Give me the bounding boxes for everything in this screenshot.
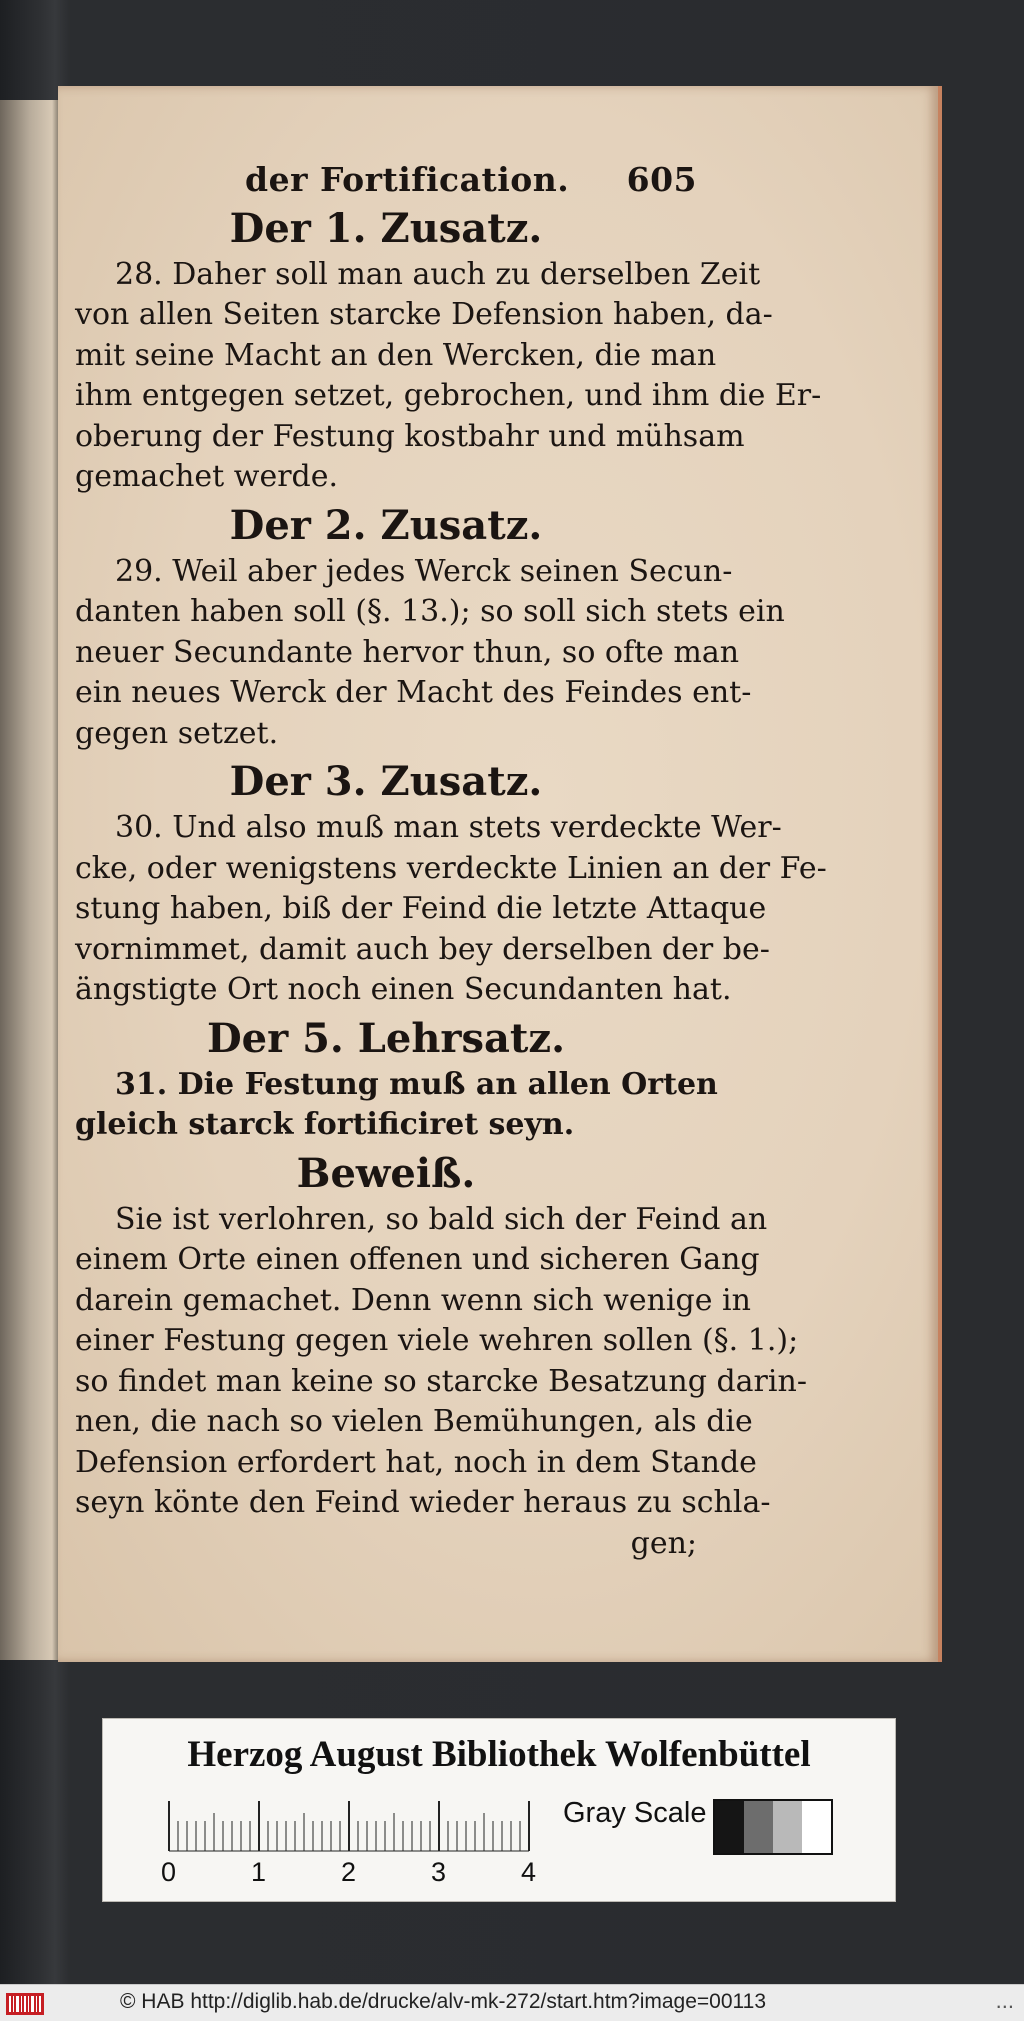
text-line: 31. Die Festung muß an allen Orten xyxy=(115,1066,718,1102)
text-line: stung haben, biß der Feind die letzte Attaque xyxy=(75,891,767,926)
ruler-number: 1 xyxy=(251,1857,267,1887)
footer-bar xyxy=(0,1984,1024,2021)
section-paragraph xyxy=(75,255,822,498)
text-line: neuer Secundante hervor thun, so ofte man xyxy=(75,634,740,670)
running-head-title: der Fortification. xyxy=(245,160,570,199)
sections xyxy=(75,204,827,1524)
footer-link[interactable]: © HAB http://diglib.hab.de/drucke/alv-mk-272/start.htm?image=00113 xyxy=(120,1990,767,2013)
grayscale-step xyxy=(802,1801,831,1853)
text-line: cke, oder wenigstens verdeckte Linien an der Fe- xyxy=(75,850,827,886)
catchword: gen; xyxy=(630,1525,697,1561)
text-line: ängstigte Ort noch einen Secundanten hat. xyxy=(75,972,732,1007)
text-line: ihm entgegen setzet, gebrochen, und ihm die Er- xyxy=(75,378,822,413)
page-text xyxy=(75,160,827,1564)
text-line: nen, die nach so vielen Bemühungen, als die xyxy=(75,1404,753,1439)
grayscale-label: Gray Scale xyxy=(563,1797,707,1829)
running-head xyxy=(245,160,697,201)
text-line: seyn könte den Feind wieder heraus zu schla- xyxy=(75,1485,771,1520)
section-paragraph xyxy=(75,1200,807,1524)
ruler xyxy=(163,1799,543,1859)
text-line: 28. Daher soll man auch zu derselben Zeit xyxy=(115,256,761,292)
ruler-number: 3 xyxy=(431,1857,447,1887)
text-line: 30. Und also muß man stets verdeckte Wer- xyxy=(115,810,782,845)
grayscale-step xyxy=(715,1801,744,1853)
grayscale-step xyxy=(773,1801,802,1853)
section-heading: Beweiß. xyxy=(296,1149,476,1197)
text-line: 29. Weil aber jedes Werck seinen Secun- xyxy=(115,553,733,589)
previous-page-edge xyxy=(0,100,58,1660)
text-line: mit seine Macht an den Wercken, die man xyxy=(75,337,717,373)
library-banner xyxy=(102,1718,896,1902)
section-heading: Der 5. Lehrsatz. xyxy=(206,1014,566,1062)
more-options-icon[interactable]: ... xyxy=(995,1988,1014,2013)
text-line: ein neues Werck der Macht des Feindes ent- xyxy=(75,675,752,710)
text-line: danten haben soll (§. 13.); so soll sich stets ein xyxy=(75,594,785,629)
text-line: Sie ist verlohren, so bald sich der Feind an xyxy=(115,1201,768,1237)
text-line: einer Festung gegen viele wehren sollen (§. 1.); xyxy=(75,1323,799,1358)
grayscale-swatch xyxy=(713,1799,833,1855)
text-line: einem Orte einen offenen und sicheren Gang xyxy=(75,1242,760,1277)
text-line: gegen setzet. xyxy=(75,715,279,751)
text-line: darein gemachet. Denn wenn sich wenige in xyxy=(75,1282,751,1318)
section-heading: Der 3. Zusatz. xyxy=(229,758,543,805)
text-line: so findet man keine so starcke Besatzung darin- xyxy=(75,1363,807,1399)
section-heading: Der 1. Zusatz. xyxy=(229,204,543,252)
text-line: oberung der Festung kostbahr und mühsam xyxy=(75,418,745,454)
text-line: gleich starck fortificiret seyn. xyxy=(75,1107,575,1142)
ruler-number: 4 xyxy=(521,1857,537,1887)
section-heading: Der 2. Zusatz. xyxy=(229,501,543,549)
ruler-number: 2 xyxy=(341,1857,357,1887)
text-line: von allen Seiten starcke Defension haben, da- xyxy=(75,297,773,332)
text-line: gemachet werde. xyxy=(75,459,339,494)
barcode-logo-icon xyxy=(6,1993,44,2015)
text-line: Defension erfordert hat, noch in dem Stande xyxy=(75,1444,757,1480)
grayscale-step xyxy=(744,1801,773,1853)
section-paragraph xyxy=(75,1065,718,1146)
text-line: vornimmet, damit auch bey derselben der be- xyxy=(75,931,770,967)
section-paragraph xyxy=(75,808,827,1011)
ruler-number: 0 xyxy=(161,1857,177,1887)
section-paragraph xyxy=(75,552,785,755)
page-number: 605 xyxy=(626,160,697,199)
banner-title: Herzog August Bibliothek Wolfenbüttel xyxy=(187,1734,811,1775)
